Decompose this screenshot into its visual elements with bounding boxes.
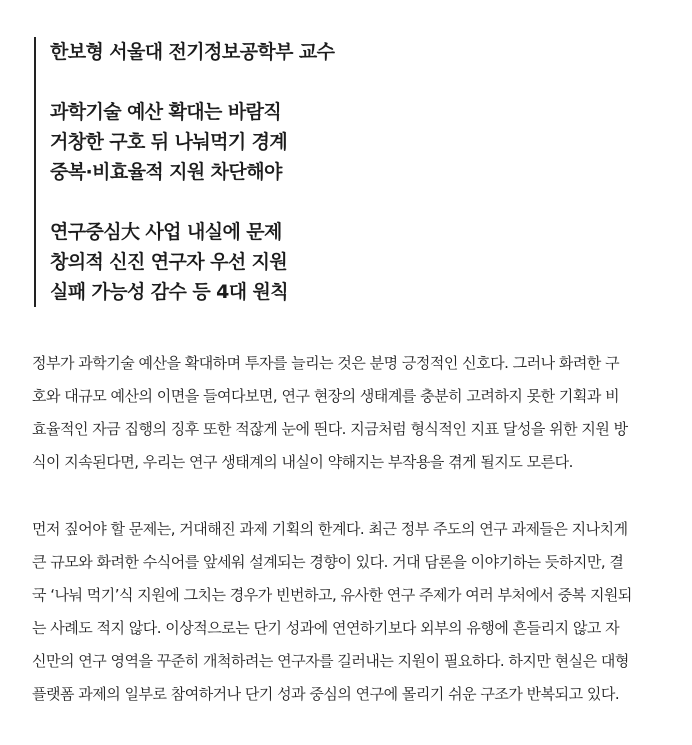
body-text-line: 정부가 과학기술 예산을 확대하며 투자를 늘리는 것은 분명 긍정적인 신호다. 그러나 화려한 구 — [32, 354, 620, 372]
headline-line: 중복·비효율적 지원 차단해야 — [50, 161, 282, 183]
headline-group-1 — [50, 97, 654, 187]
headline-line: 연구중심大 사업 내실에 문제 — [50, 221, 282, 243]
body-text-line: 플랫폼 과제의 일부로 참여하거나 단기 성과 중심의 연구에 몰리기 쉬운 구조가 반복되고 있다. — [32, 685, 620, 703]
headline-line: 거창한 구호 뒤 나눠먹기 경계 — [50, 131, 288, 153]
headline-line: 과학기술 예산 확대는 바람직 — [50, 101, 282, 123]
body-text-line: 는 사례도 적지 않다. 이상적으로는 단기 성과에 연연하기보다 외부의 유행에 흔들리지 않고 자 — [32, 619, 620, 637]
body-text-line: 신만의 연구 영역을 꾸준히 개척하려는 연구자를 길러내는 지원이 필요하다. 하지만 현실은 대형 — [32, 652, 629, 670]
body-text-line: 식이 지속된다면, 우리는 연구 생태계의 내실이 약해지는 부작용을 겪게 될지도 모른다. — [32, 453, 573, 471]
article-paragraph — [32, 513, 672, 711]
pull-quote-box — [34, 37, 654, 307]
byline-block — [50, 37, 654, 67]
headline-line: 실패 가능성 감수 등 4대 원칙 — [50, 281, 288, 303]
headline-line: 창의적 신진 연구자 우선 지원 — [50, 251, 288, 273]
body-text-line: 효율적인 자금 집행의 징후 또한 적잖게 눈에 띈다. 지금처럼 형식적인 지표 달성을 위한 지원 방 — [32, 420, 628, 438]
article-body — [32, 347, 672, 745]
body-text-line: 국 ‘나눠 먹기’식 지원에 그치는 경우가 빈번하고, 유사한 연구 주제가 여러 부처에서 중복 지원되 — [32, 586, 632, 604]
body-text-line: 먼저 짚어야 할 문제는, 거대해진 과제 기획의 한계다. 최근 정부 주도의 연구 과제들은 지나치게 — [32, 520, 628, 538]
body-text-line: 호와 대규모 예산의 이면을 들여다보면, 연구 현장의 생태계를 충분히 고려하지 못한 기획과 비 — [32, 387, 620, 405]
headline-group-2 — [50, 217, 654, 307]
body-text-line: 큰 규모와 화려한 수식어를 앞세워 설계되는 경향이 있다. 거대 담론을 이야기하는 듯하지만, 결 — [32, 553, 624, 571]
article-paragraph — [32, 347, 672, 479]
author-byline: 한보형 서울대 전기정보공학부 교수 — [50, 41, 335, 63]
